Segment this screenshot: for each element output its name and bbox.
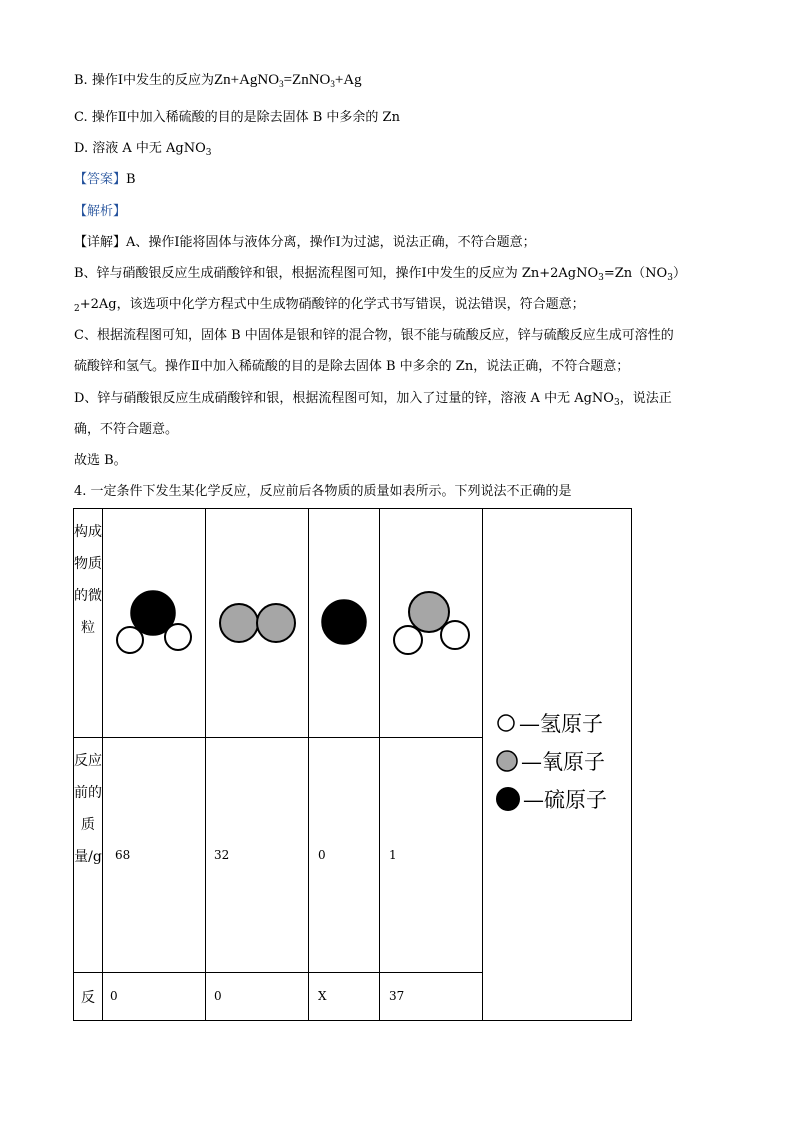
detail-line-3b: 硫酸锌和氢气。操作Ⅱ中加入稀硫酸的目的是除去固体 B 中多余的 Zn，说法正确，不符合题意； bbox=[74, 359, 630, 374]
conclusion-line: 故选 B。 bbox=[74, 453, 127, 468]
h2s-molecule bbox=[110, 585, 200, 660]
answer-line bbox=[74, 171, 136, 189]
detail-line-2a: B、锌与硝酸银反应生成硝酸锌和银，根据流程图可知，操作Ⅰ中发生的反应为 $Zn+2AgNO_3=Zn(NO_3)$ bbox=[74, 266, 686, 283]
mass-after-h2s: 0 bbox=[110, 989, 118, 1003]
mass-after-h2o: 37 bbox=[389, 989, 405, 1003]
mass-after-o2: 0 bbox=[214, 989, 222, 1003]
o2-molecule bbox=[215, 600, 305, 648]
oxygen-atom-icon bbox=[495, 749, 519, 773]
legend-oxygen: —氧原子 bbox=[495, 742, 607, 780]
option-b-text: B. 操作Ⅰ中发生的反应为 bbox=[74, 73, 214, 88]
sulfur-atom-icon bbox=[495, 786, 521, 812]
mass-before-h2o: 1 bbox=[389, 848, 397, 862]
detail-line-3a: C、根据流程图可知，固体 B 中固体是银和锌的混合物，银不能与硫酸反应，锌与硫酸反应生成可溶性的 bbox=[74, 328, 674, 343]
analysis-tag: 【解析】 bbox=[74, 204, 127, 219]
hydrogen-atom-icon bbox=[117, 627, 143, 653]
hydrogen-atom-icon bbox=[394, 626, 422, 654]
oxygen-atom-icon bbox=[257, 604, 295, 642]
question-4-stem: 4. 一定条件下发生某化学反应，反应前后各物质的质量如表所示。下列说法不正确的是 bbox=[74, 484, 572, 499]
h2o-molecule bbox=[385, 588, 475, 660]
analysis-line bbox=[74, 203, 126, 221]
mass-before-s: 0 bbox=[318, 848, 326, 862]
atom-legend bbox=[495, 704, 607, 818]
option-b-formula: Zn+AgNO$_3$=ZnNO$_3$+Ag bbox=[213, 72, 362, 89]
mass-before-h2s: 68 bbox=[115, 848, 131, 862]
detail-line-4a: D、锌与硝酸银反应生成硝酸锌和银，根据流程图可知，加入了过量的锌，溶液 A 中无 AgNO$_3$，说法正 bbox=[74, 391, 672, 408]
detail-line-1: 【详解】A、操作Ⅰ能将固体与液体分离，操作Ⅰ为过滤，说法正确，不符合题意； bbox=[74, 235, 536, 250]
s-atom-molecule bbox=[318, 598, 372, 648]
sulfur-atom-icon bbox=[322, 600, 366, 644]
answer-value: B bbox=[126, 172, 136, 187]
hydrogen-atom-icon bbox=[165, 624, 191, 650]
legend-hydrogen: —氢原子 bbox=[495, 704, 607, 742]
mass-before-o2: 32 bbox=[214, 848, 230, 862]
legend-sulfur: —硫原子 bbox=[495, 780, 607, 818]
hydrogen-atom-icon bbox=[441, 621, 469, 649]
row-header-particles: 构成物质的微粒 bbox=[74, 524, 102, 636]
detail-line-2b: $_2$+2Ag，该选项中化学方程式中生成物硝酸锌的化学式书写错误，说法错误，符合题意； bbox=[74, 297, 585, 314]
row-header-mass-after: 反 bbox=[81, 990, 95, 1006]
option-b bbox=[74, 71, 362, 90]
detail-line-4b: 确，不符合题意。 bbox=[74, 422, 179, 437]
row-header-mass-before: 反应前的质量/g bbox=[74, 753, 102, 865]
option-d: D. 溶液 A 中无 AgNO$_3$ bbox=[74, 141, 212, 158]
answer-tag: 【答案】 bbox=[74, 172, 127, 187]
hydrogen-atom-icon bbox=[495, 712, 517, 734]
oxygen-atom-icon bbox=[220, 604, 258, 642]
mass-after-s: X bbox=[318, 989, 327, 1003]
option-c: C. 操作Ⅱ中加入稀硫酸的目的是除去固体 B 中多余的 Zn bbox=[74, 110, 400, 125]
